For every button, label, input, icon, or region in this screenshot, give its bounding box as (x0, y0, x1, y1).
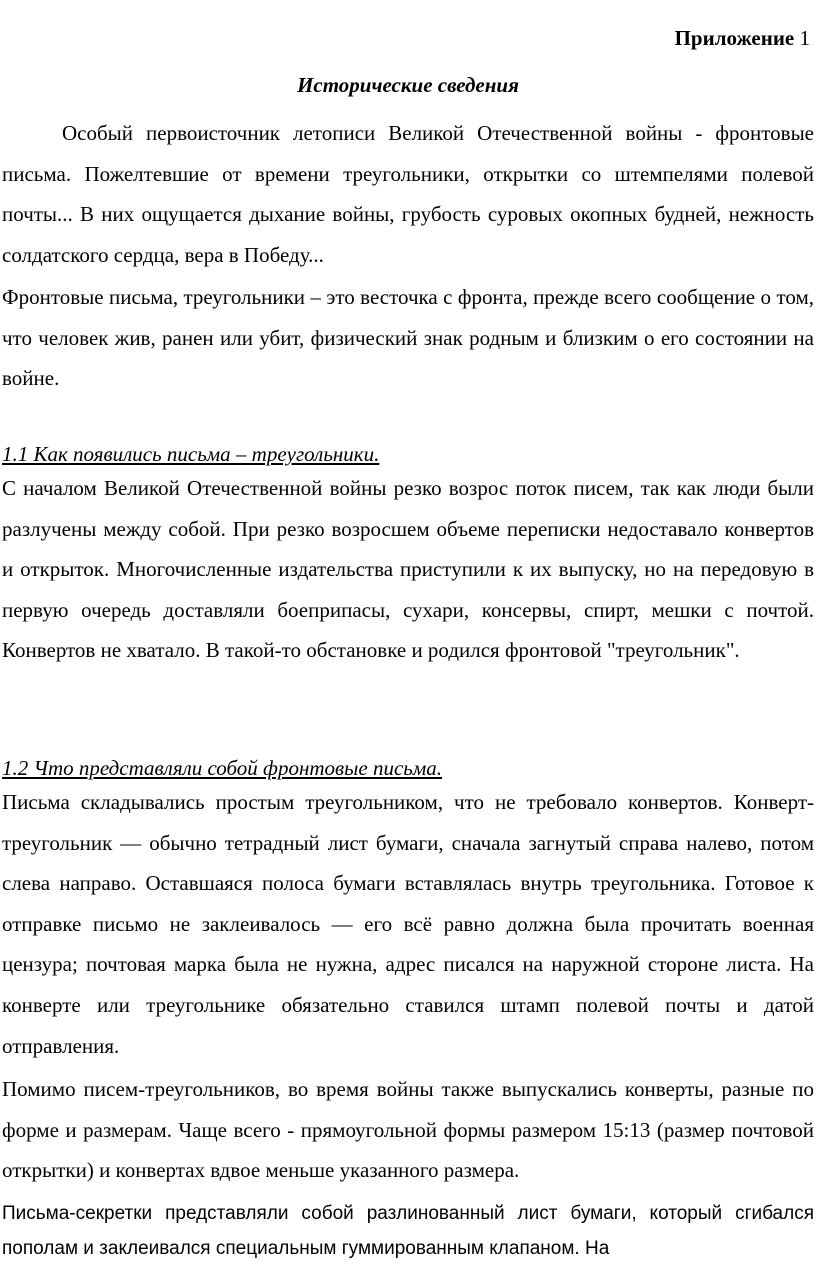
appendix-number: 1 (799, 26, 810, 50)
appendix-label (675, 26, 810, 50)
section-2-heading: 1.2 Что представляли собой фронтовые письма. (2, 756, 442, 780)
section-2-paragraph-3: Письма-секретки представляли собой разлинованный лист бумаги, который сгибался пополам и заклеивался специальным гуммированным клапаном. На (2, 1203, 814, 1259)
intro-paragraph-2: Фронтовые письма, треугольники – это весточка с фронта, прежде всего сообщение о том, что человек жив, ранен или убит, физический знак родным и близким о его состоянии на войне. (2, 285, 814, 391)
section-2-paragraph-1: Письма складывались простым треугольником, что не требовало конвертов. Конверт- треугольник — обычно тетрадный лист бумаги, сначала загнутый справа налево, потом слева направо. Оставшаяся полоса бумаги вставлялась внутрь треугольника. Готовое к отправке письмо не заклеивалось — его всё равно должна была прочитать военная цензура; почтовая марка была не нужна, адрес писался на наружной стороне листа. На конверте или треугольнике обязательно ставился штамп полевой почты и датой отправления. (2, 790, 814, 1058)
appendix-label-text: Приложение (674, 26, 795, 50)
section-1-paragraph: С началом Великой Отечественной войны резко возрос поток писем, так как люди были разлучены между собой. При резко возросшем объеме переписки недоставало конвертов и открыток. Многочисленные издательства приступили к их выпуску, но на передовую в первую очередь доставляли боеприпасы, сухари, консервы, спирт, мешки с почтой. Конвертов не хватало. В такой-то обстановке и родился фронтовой "треугольник". (2, 476, 814, 663)
intro-paragraph-1: Особый первоисточник летописи Великой Отечественной войны - фронтовые письма. Пожелтевшие от времени треугольники, открытки со штемпелями полевой почты... В них ощущается дыхание войны, грубость суровых окопных будней, нежность солдатского сердца, вера в Победу... (2, 121, 814, 267)
section-1-heading: 1.1 Как появились письма – треугольники. (2, 442, 380, 466)
page-title: Исторические сведения (297, 73, 519, 97)
section-2-paragraph-2: Помимо писем-треугольников, во время войны также выпускались конверты, разные по форме и размерам. Чаще всего - прямоугольной формы размером 15:13 (размер почтовой открытки) и конвертах вдвое меньше указанного размера. (2, 1077, 814, 1183)
